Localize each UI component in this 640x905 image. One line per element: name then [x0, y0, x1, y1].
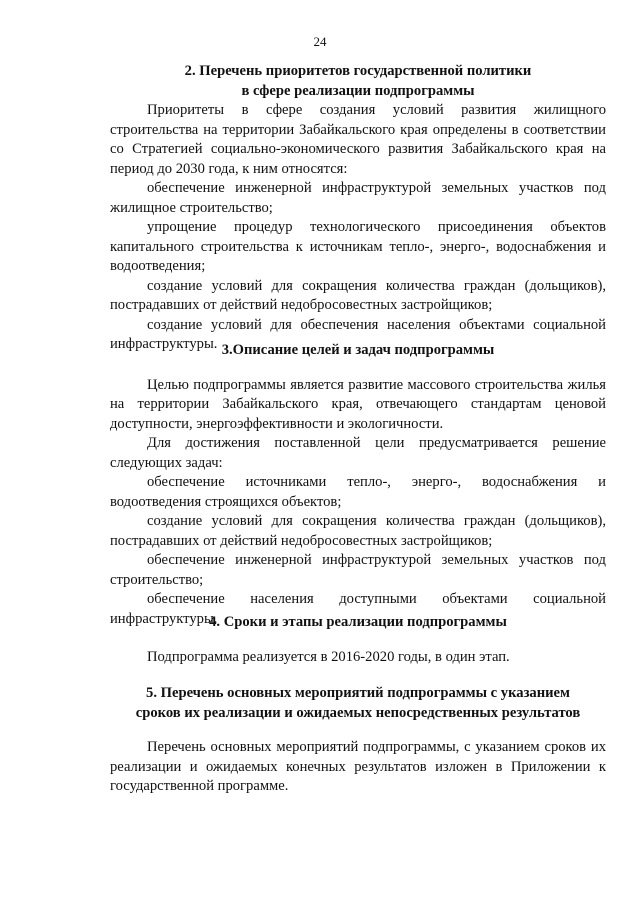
section-2-intro: Приоритеты в сфере создания условий развития жилищного строительства на территории Забайкальского края определены в соответствии со Стратегией социально-экономического развития Забайкальского края на период до 2030 года, к ним относятся: — [110, 102, 606, 177]
section-2-title-line2: в сфере реализации подпрограммы — [241, 82, 475, 99]
section-2-title-line1: 2. Перечень приоритетов государственной политики — [184, 63, 532, 79]
section-3-item: обеспечение источниками тепло-, энерго-, водоснабжения и водоотведения строящихся объектов; — [110, 474, 606, 510]
section-5-title-line1: 5. Перечень основных мероприятий подпрограммы с указанием — [146, 685, 570, 701]
section-3-goal: Целью подпрограммы является развитие массового строительства жилья на территории Забайкальского края, отвечающего стандартам ценовой доступности, энергоэффективности и экологичности. — [110, 376, 606, 432]
page-number: 24 — [313, 34, 327, 49]
section-3-item: обеспечение инженерной инфраструктурой земельных участков под строительство; — [110, 552, 606, 588]
section-5-title — [110, 684, 606, 723]
section-2-item: создание условий для сокращения количества граждан (дольщиков), пострадавших от действий недобросовестных застройщиков; — [110, 277, 606, 313]
section-5-text: Перечень основных мероприятий подпрограммы, с указанием сроков их реализации и ожидаемых конечных результатов изложен в Приложении к государственной программе. — [110, 739, 606, 794]
section-priorities — [110, 62, 606, 355]
section-2-item: упрощение процедур технологического присоединения объектов капитального строительства к источникам тепло-, энерго-, водоснабжения и водоотведения; — [110, 219, 606, 274]
section-goals-tasks — [110, 341, 606, 629]
section-3-item: обеспечение населения доступными объектами социальной инфраструктуры. — [110, 591, 606, 627]
section-2-item: обеспечение инженерной инфраструктурой земельных участков под жилищное строительство; — [110, 180, 606, 216]
section-4-title: 4. Сроки и этапы реализации подпрограммы — [209, 614, 507, 630]
section-timeline — [110, 613, 606, 667]
section-4-text: Подпрограмма реализуется в 2016-2020 годы, в один этап. — [147, 648, 510, 665]
section-5-title-line2: сроков их реализации и ожидаемых непосредственных результатов — [135, 704, 581, 721]
section-3-tasks-intro: Для достижения поставленной цели предусматривается решение следующих задач: — [110, 435, 606, 471]
section-2-item: создание условий для обеспечения населения объектами социальной инфраструктуры. — [110, 316, 606, 352]
section-3-item: создание условий для сокращения количества граждан (дольщиков), пострадавших от действий недобросовестных застройщиков; — [110, 513, 606, 549]
section-3-title: 3.Описание целей и задач подпрограммы — [221, 342, 495, 358]
section-activities — [110, 684, 606, 797]
section-2-title — [110, 62, 606, 101]
